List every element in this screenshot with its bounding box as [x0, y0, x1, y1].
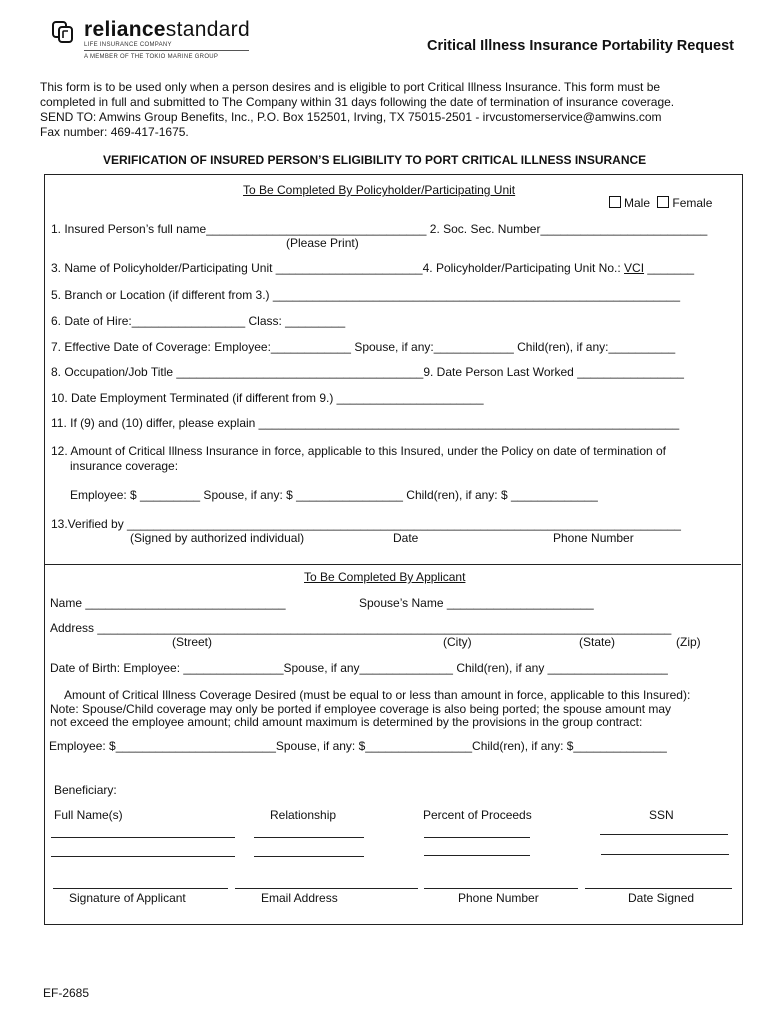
- female-checkbox[interactable]: [657, 196, 669, 208]
- address-field[interactable]: Address ______________________________________________________________________________________: [50, 621, 672, 635]
- percent-header: Percent of Proceeds: [423, 808, 532, 822]
- gender-options: [609, 196, 712, 210]
- female-label: Female: [672, 196, 713, 210]
- beneficiary-ssn-input-2[interactable]: [601, 854, 729, 855]
- logo-mark-icon: [52, 21, 74, 43]
- form-number: EF-2685: [43, 986, 90, 1000]
- effective-date-field[interactable]: 7. Effective Date of Coverage: Employee:____________ Spouse, if any:____________ Child(ren), if any:__________: [51, 340, 676, 354]
- signed-by-label: (Signed by authorized individual): [130, 531, 305, 545]
- verified-by-field[interactable]: 13.Verified by ___________________________________________________________________________________: [51, 517, 681, 531]
- beneficiary-relationship-input-2[interactable]: [254, 856, 364, 857]
- section-heading: VERIFICATION OF INSURED PERSON’S ELIGIBILITY TO PORT CRITICAL ILLNESS INSURANCE: [103, 153, 647, 167]
- email-input[interactable]: [235, 888, 418, 889]
- branch-location-field[interactable]: 5. Branch or Location (if different from 3.) _____________________________________________________________: [51, 288, 680, 302]
- date-signed-input[interactable]: [585, 888, 732, 889]
- beneficiary-name-input-1[interactable]: [51, 837, 235, 838]
- applicant-name-field[interactable]: Name ______________________________: [50, 596, 286, 610]
- section-divider: [45, 564, 741, 565]
- form-box: [44, 174, 743, 925]
- verified-phone-label: Phone Number: [553, 531, 634, 545]
- coverage-amount-fields[interactable]: Employee: $________________________Spouse, if any: $________________Child(ren), if any: $______________: [49, 739, 667, 753]
- amount-in-force-line-1: 12. Amount of Critical Illness Insurance in force, applicable to this Insured, under the Policy on date of termination of: [51, 444, 667, 458]
- beneficiary-ssn-input-1[interactable]: [600, 834, 728, 835]
- amount-in-force-fields[interactable]: Employee: $ _________ Spouse, if any: $ ________________ Child(ren), if any: $ _____________: [70, 488, 598, 502]
- date-signed-label: Date Signed: [628, 891, 695, 905]
- logo-subline-2: A MEMBER OF THE TOKIO MARINE GROUP: [84, 54, 219, 60]
- logo-subline-1: LIFE INSURANCE COMPANY: [84, 42, 172, 48]
- employment-terminated-field[interactable]: 10. Date Employment Terminated (if different from 9.) ______________________: [51, 391, 484, 405]
- intro-line-1: This form is to be used only when a person desires and is eligible to port Critical Illness Insurance. This form must be: [40, 80, 661, 94]
- date-of-hire-field[interactable]: 6. Date of Hire:_________________ Class: _________: [51, 314, 346, 328]
- verified-date-label: Date: [393, 531, 419, 545]
- zip-label: (Zip): [676, 635, 701, 649]
- phone-label: Phone Number: [458, 891, 539, 905]
- beneficiary-label: Beneficiary:: [54, 783, 117, 797]
- state-label: (State): [579, 635, 616, 649]
- intro-line-2: completed in full and submitted to The Company within 31 days following the date of termination of insurance coverage.: [40, 95, 675, 109]
- city-label: (City): [443, 635, 472, 649]
- applicant-heading: To Be Completed By Applicant: [304, 570, 466, 584]
- relationship-header: Relationship: [270, 808, 337, 822]
- intro-line-4: Fax number: 469-417-1675.: [40, 125, 189, 139]
- beneficiary-name-input-2[interactable]: [51, 856, 235, 857]
- explain-field[interactable]: 11. If (9) and (10) differ, please explain _______________________________________________________________: [51, 416, 680, 430]
- beneficiary-relationship-input-1[interactable]: [254, 837, 364, 838]
- date-of-birth-field[interactable]: Date of Birth: Employee: _______________Spouse, if any______________ Child(ren), if any __________________: [50, 661, 668, 675]
- beneficiary-percent-input-1[interactable]: [424, 837, 530, 838]
- male-label: Male: [624, 196, 651, 210]
- form-title: Critical Illness Insurance Portability Request: [426, 38, 734, 54]
- intro-line-3: SEND TO: Amwins Group Benefits, Inc., P.O. Box 152501, Irving, TX 75015-2501 - irvcustomerservice@amwins.com: [40, 110, 662, 124]
- occupation-field[interactable]: 8. Occupation/Job Title _____________________________________9. Date Person Last Worked ________________: [51, 365, 684, 379]
- unit-number-value: VCI: [624, 261, 645, 275]
- logo-divider: [84, 50, 249, 51]
- male-checkbox[interactable]: [609, 196, 621, 208]
- logo-brand: reliancestandard: [84, 18, 250, 41]
- spouse-name-field[interactable]: Spouse’s Name ______________________: [359, 596, 594, 610]
- phone-input[interactable]: [424, 888, 578, 889]
- signature-input[interactable]: [53, 888, 228, 889]
- amount-in-force-line-2: insurance coverage:: [70, 459, 179, 473]
- policyholder-name-field[interactable]: 3. Name of Policyholder/Participating Unit ______________________4. Policyholder/Participating Unit No.: VCI _______: [51, 261, 695, 275]
- beneficiary-percent-input-2[interactable]: [424, 855, 530, 856]
- coverage-desired-line-2: Note: Spouse/Child coverage may only be ported if employee coverage is also being ported; the spouse amount may: [50, 702, 672, 716]
- email-label: Email Address: [261, 891, 338, 905]
- ssn-header: SSN: [649, 808, 674, 822]
- coverage-desired-line-3: not exceed the employee amount; child amount maximum is determined by the provisions in the group contract:: [50, 715, 643, 729]
- policyholder-heading: To Be Completed By Policyholder/Participating Unit: [243, 183, 516, 197]
- coverage-desired-line-1: Amount of Critical Illness Coverage Desired (must be equal to or less than amount in force, applicable to this Insured):: [64, 688, 691, 702]
- please-print-note: (Please Print): [286, 236, 359, 250]
- full-names-header: Full Name(s): [54, 808, 123, 822]
- street-label: (Street): [172, 635, 213, 649]
- signature-label: Signature of Applicant: [69, 891, 186, 905]
- insured-name-field[interactable]: 1. Insured Person’s full name_________________________________ 2. Soc. Sec. Number_________________________: [51, 222, 708, 236]
